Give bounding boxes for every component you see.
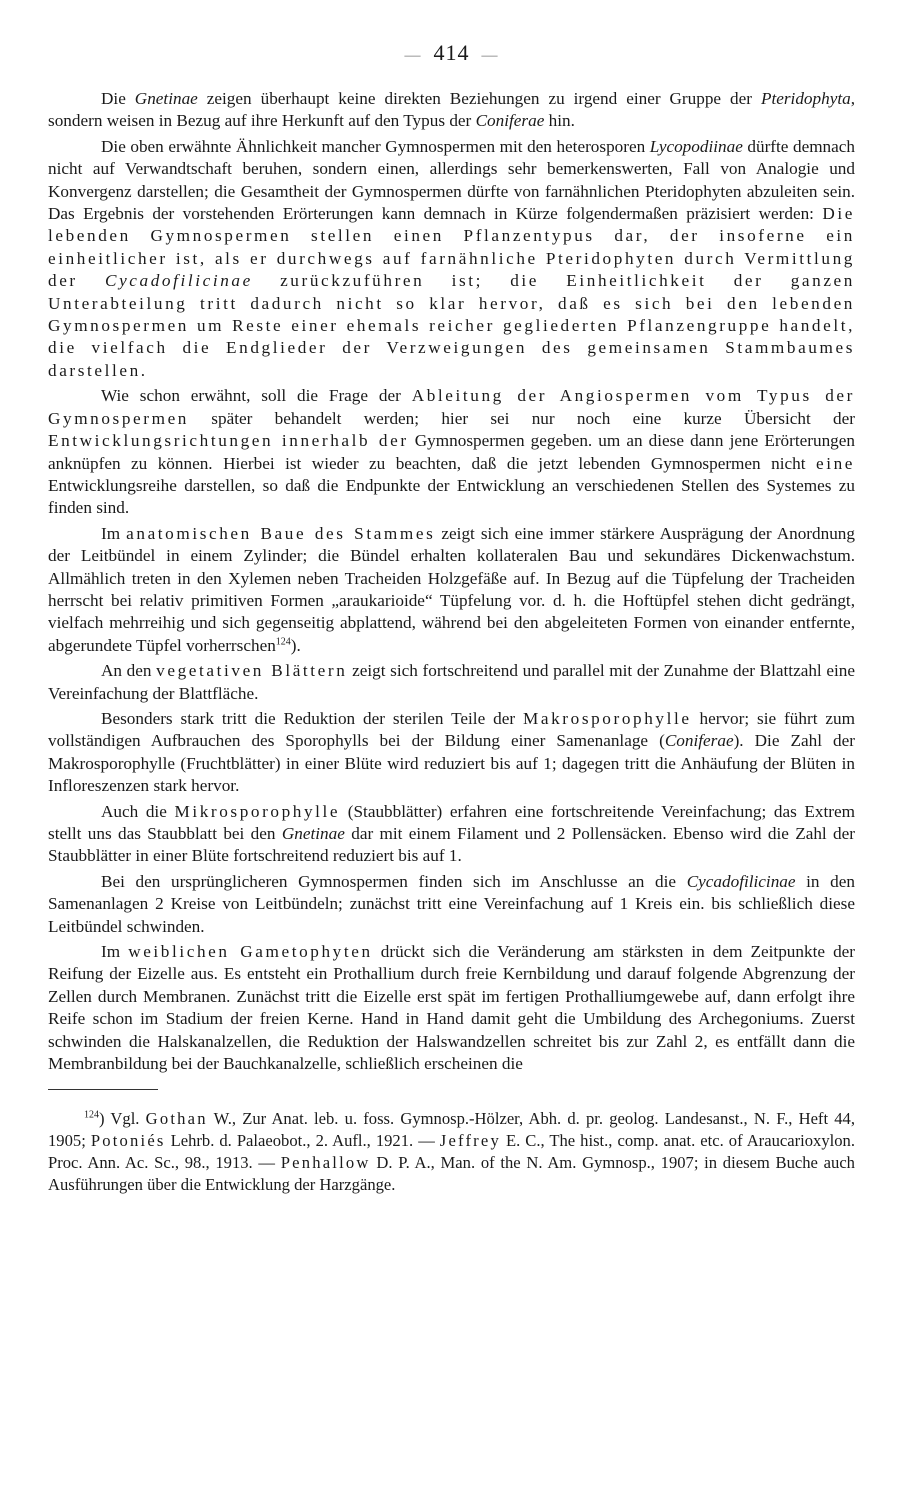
italic-term: Gnetinae — [134, 89, 198, 108]
text-run: drückt sich die Veränderung am stärksten in dem Zeitpunkte der Reifung der Eizelle aus. Es entsteht ein Prothallium durch freie Kernbildung und darauf folgende Abgrenzung der Zellen durch Membranen. Zunächst tritt die Eizelle erst spät im fertigen Prothalliumgewebe auf, dann erfolgt ihre Reife schon im Stadium der freien Kerne. Hand in Hand damit geht die Umbildung des Archegoniums. Zuerst schwinden die Halskanalzellen, die Reduktion der Halswandzellen schreitet bis zur Zahl 2, es entfällt dann die Membranbildung bei der Bauchkanalzelle, schließlich erscheinen die — [48, 942, 856, 1074]
text-run: E. C., The hist., comp. anat. etc. of — [500, 1131, 747, 1151]
text-run: dürfte demnach nicht auf Verwandtschaft beruhen, sondern einen, allerdings sehr bemerkenswerten, Fall von Analogie und Konvergenz darstellen; die Gesamtheit der Gymnospermen dürfte von farnähnlichen Pteridophyten abzuleiten sein. Das Ergebnis der vorstehenden Erörterungen kann demnach in Kürze folgendermaßen präzisiert werden: — [48, 136, 856, 224]
text-run: Die oben erwähnte Ähnlichkeit mancher Gymnospermen mit den heterosporen — [101, 136, 650, 156]
italic-term: Lycopodiinae — [649, 136, 743, 156]
text-run: zeigt sich eine immer stärkere Ausprägung der Anordnung der Leitbündel in einem Zylinder; die Bündel erhalten kollateralen Bau und sekundäres Dickenwachstum. Allmählich treten in den Xylemen neben Tracheiden Holzgefäße auf. In Bezug auf die Tüpfelung der Tracheiden herrscht bei relativ primitiven Formen „araukarioide“ Tüpfelung vor. d. h. die Hoftüpfel stehen dicht gedrängt, vielfach mehrreihig und sich gegenseitig abplattend, während bei den abgeleiteten Formen von einander entfernte, abgerundete Tüpfel vorherrschen — [48, 523, 855, 655]
page-header — [48, 40, 855, 66]
text-run: Gymnospermen gegeben. um an diese dann jene Erörterungen anknüpfen zu können. Hierbei ist wieder zu beachten, daß die jetzt lebenden Gymnospermen nicht — [48, 431, 855, 473]
document-page — [48, 40, 855, 1196]
text-run: zeigt sich fortschreitend und parallel mit der Zunahme der Blattzahl eine Vereinfachung der Blattfläche. — [48, 661, 855, 703]
footnote-divider — [48, 1089, 158, 1090]
body-text — [48, 88, 855, 1075]
text-run: später behandelt werden; hier sei nur noch eine kurze Übersicht der — [189, 408, 855, 428]
text-run: Auch die — [101, 801, 175, 821]
italic-term: Pteridophyta — [760, 89, 851, 108]
text-run: . Proc. Ann. Ac. Sc., 98., 1913. — — [48, 1131, 855, 1173]
text-run: Im — [101, 942, 129, 962]
text-run: Die — [101, 89, 135, 108]
paragraph — [48, 708, 855, 798]
spaced-emphasis: Potoniés — [90, 1131, 166, 1151]
paragraph — [48, 136, 855, 382]
text-run: W., Zur Anat. leb. u. foss. Gymnosp.-Hölzer, Abh. d. pr. geolog. Landesanst., N. F., Heft 44, 1905; — [48, 1109, 855, 1151]
paragraph — [48, 523, 855, 657]
italic-term: Cycadofilicinae — [686, 871, 796, 891]
spaced-emphasis: Penhallow — [280, 1153, 371, 1173]
paragraph — [48, 871, 855, 938]
spaced-emphasis: Makrosporophylle — [523, 708, 692, 728]
paragraph — [48, 660, 855, 705]
italic-term: Cycadofilicinae — [105, 271, 253, 291]
italic-term: Gnetinae — [281, 824, 345, 843]
spaced-emphasis: Gothan — [145, 1109, 208, 1129]
spaced-emphasis: Entwicklungsrichtungen innerhalb der — [48, 431, 409, 451]
italic-term: Araucarioxylon — [746, 1131, 851, 1151]
text-run: dar mit einem Filament und 2 Pollensäcken. Ebenso wird die Zahl der Staubblätter in einer Blüte fortschreitend reduziert bis auf 1. — [48, 824, 856, 866]
spaced-emphasis: anatomischen Baue des Stammes — [126, 523, 436, 543]
footnote-reference: 124 — [275, 636, 291, 648]
footnote-reference: 124 — [84, 1109, 99, 1121]
text-run: Besonders stark tritt die Reduktion der sterilen Teile der — [101, 708, 523, 728]
text-run: D. P. A., Man. of the N. Am. Gymnosp., 1907; in diesem Buche auch Ausführungen über die Entwicklung der Harzgänge. — [48, 1153, 855, 1195]
spaced-emphasis: eine — [815, 453, 855, 473]
text-run: Lehrb. d. Palaeobot., 2. Aufl., 1921. — — [165, 1131, 440, 1151]
text-run: ). — [290, 635, 301, 655]
paragraph — [48, 385, 855, 519]
paragraph — [48, 88, 855, 133]
text-run: Entwicklungsreihe darstellen, so daß die Endpunkte der Entwicklung an verschiedenen Stellen des Systemes zu finden sind. — [48, 475, 855, 518]
text-run: Bei den ursprünglicheren Gymnospermen finden sich im Anschlusse an die — [101, 871, 687, 891]
spaced-emphasis: zurückzuführen ist; die Einheitlichkeit der ganzen Unterabteilung tritt dadurch nicht so klar hervor, daß es sich bei den lebenden Gymnospermen um Reste einer ehemals reicher gegliederten Pflanzengruppe handelt, die vielfach die Endglieder der Verzweigungen des gemeinsamen Stammbaumes darstellen. — [48, 271, 855, 380]
text-run: ) Vgl. — [99, 1109, 146, 1129]
text-run: An den — [101, 661, 157, 681]
text-run: ). Die Zahl der Makrosporophylle (Fruchtblätter) in einer Blüte wird reduziert bis auf 1; dagegen tritt die Anhäufung der Blüten in Infloreszenzen stark hervor. — [48, 731, 855, 796]
header-dash-right: — — [481, 47, 499, 64]
header-dash-left: — — [404, 47, 422, 64]
text-run: zeigen überhaupt keine direkten Beziehungen zu irgend einer Gruppe der — [197, 89, 761, 108]
italic-term: Coniferae — [475, 111, 545, 131]
spaced-emphasis: weiblichen Gametophyten — [128, 942, 373, 962]
text-run: , sondern weisen in Bezug auf ihre Herkunft auf den Typus der — [48, 89, 855, 131]
spaced-emphasis: Jeffrey — [439, 1131, 501, 1151]
spaced-emphasis: Die lebenden Gymnospermen stellen einen Pflanzentypus dar, der insoferne ein einheitlicher ist, als er durchwegs auf farnähnliche Pteridophyten durch Vermittlung der — [48, 204, 855, 291]
paragraph — [48, 801, 855, 868]
text-run: in den Samenanlagen 2 Kreise von Leitbündeln; zunächst tritt eine Vereinfachung auf 1 Kreis ein. bis schließlich diese Leitbündel schwinden. — [48, 871, 855, 936]
paragraph — [48, 941, 855, 1075]
page-number: 414 — [433, 40, 470, 65]
text-run: hervor; sie führt zum vollständigen Aufbrauchen des Sporophylls bei der Bildung einer Samenanlage ( — [48, 708, 855, 751]
spaced-emphasis: Ableitung der Angiospermen vom Typus der Gymnospermen — [48, 386, 855, 428]
text-run: hin. — [544, 111, 575, 131]
footnote — [48, 1108, 855, 1196]
text-run: Wie schon erwähnt, soll die Frage der — [101, 386, 412, 406]
text-run: (Staubblätter) erfahren eine fortschreitende Vereinfachung; das Extrem stellt uns das Staubblatt bei den — [48, 801, 855, 843]
italic-term: Coniferae — [664, 731, 734, 751]
spaced-emphasis: Mikrosporophylle — [174, 801, 341, 821]
spaced-emphasis: vegetativen Blättern — [156, 661, 348, 681]
text-run: Im — [101, 523, 127, 543]
